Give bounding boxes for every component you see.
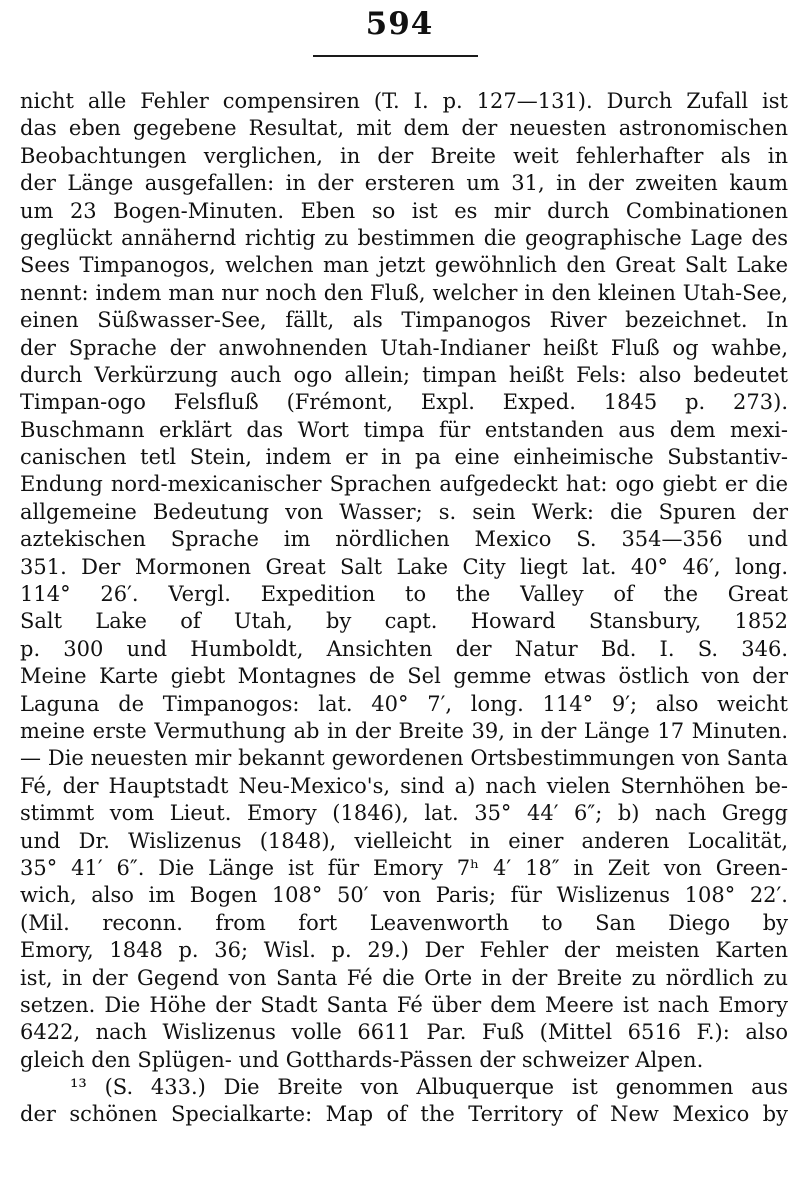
text-line: stimmt vom Lieut. Emory (1846), lat. 35° 44′ 6″; b) nach Gregg — [20, 801, 788, 826]
text-line: Laguna de Timpanogos: lat. 40° 7′, long. 114° 9′; also weicht — [20, 691, 788, 716]
page-number: 594 — [365, 6, 434, 42]
text-line: gleich den Splügen- und Gotthards-Pässen der schweizer Alpen. — [20, 1047, 704, 1072]
text-line: meine erste Vermuthung ab in der Breite 39, in der Länge 17 Minuten. — [20, 718, 788, 743]
text-line: aztekischen Sprache im nördlichen Mexico S. 354—356 und — [20, 527, 788, 552]
text-line: ist, in der Gegend von Santa Fé die Orte in der Breite zu nördlich zu — [20, 965, 788, 990]
text-line: geglückt annähernd richtig zu bestimmen die geographische Lage des — [20, 225, 788, 250]
text-line: Sees Timpanogos, welchen man jetzt gewöhnlich den Great Salt Lake — [20, 253, 788, 278]
text-line: Salt Lake of Utah, by capt. Howard Stansbury, 1852 — [20, 609, 788, 634]
body-text — [20, 88, 788, 1129]
text-line: Buschmann erklärt das Wort timpa für entstanden aus dem mexi- — [20, 417, 788, 442]
text-line: und Dr. Wislizenus (1848), vielleicht in einer anderen Localität, — [20, 828, 788, 853]
text-line: Timpan-ogo Felsfluß (Frémont, Expl. Exped. 1845 p. 273). — [20, 390, 788, 415]
text-line: 6422, nach Wislizenus volle 6611 Par. Fuß (Mittel 6516 F.): also — [20, 1020, 788, 1045]
footnote-line: ¹³ (S. 433.) Die Breite von Albuquerque ist genommen aus — [70, 1075, 788, 1100]
text-line: durch Verkürzung auch ogo allein; timpan heißt Fels: also bedeutet — [20, 362, 788, 387]
header-rule — [313, 55, 478, 57]
text-line: 351. Der Mormonen Great Salt Lake City liegt lat. 40° 46′, long. — [20, 554, 788, 579]
text-line: allgemeine Bedeutung von Wasser; s. sein Werk: die Spuren der — [20, 499, 788, 524]
text-line: das eben gegebene Resultat, mit dem der neuesten astronomischen — [20, 116, 788, 141]
text-line: Emory, 1848 p. 36; Wisl. p. 29.) Der Fehler der meisten Karten — [20, 938, 788, 963]
text-line: (Mil. reconn. from fort Leavenworth to San Diego by — [20, 910, 788, 935]
text-line: canischen tetl Stein, indem er in pa eine einheimische Substantiv- — [20, 445, 788, 470]
text-line: nicht alle Fehler compensiren (T. I. p. 127—131). Durch Zufall ist — [20, 89, 788, 113]
text-line: Fé, der Hauptstadt Neu-Mexico's, sind a) nach vielen Sternhöhen be- — [20, 773, 788, 798]
text-line: 35° 41′ 6″. Die Länge ist für Emory 7ʰ 4′ 18″ in Zeit von Green- — [20, 855, 788, 880]
text-line: einen Süßwasser-See, fällt, als Timpanogos River bezeichnet. In — [20, 308, 788, 333]
text-line: wich, also im Bogen 108° 50′ von Paris; für Wislizenus 108° 22′. — [20, 883, 788, 908]
text-line: Endung nord-mexicanischer Sprachen aufgedeckt hat: ogo giebt er die — [20, 472, 788, 497]
text-line: nennt: indem man nur noch den Fluß, welcher in den kleinen Utah-See, — [20, 280, 788, 305]
text-line: um 23 Bogen-Minuten. Eben so ist es mir durch Combinationen — [20, 198, 788, 223]
text-line: 114° 26′. Vergl. Expedition to the Valley of the Great — [20, 582, 788, 607]
text-line: der Sprache der anwohnenden Utah-Indianer heißt Fluß og wahbe, — [20, 335, 788, 360]
text-line: setzen. Die Höhe der Stadt Santa Fé über dem Meere ist nach Emory — [20, 992, 788, 1017]
text-line: — Die neuesten mir bekannt gewordenen Ortsbestimmungen von Santa — [20, 746, 788, 771]
text-line: p. 300 und Humboldt, Ansichten der Natur Bd. I. S. 346. — [20, 636, 788, 661]
text-line: Meine Karte giebt Montagnes de Sel gemme etwas östlich von der — [20, 664, 788, 689]
text-line: der schönen Specialkarte: Map of the Territory of New Mexico by — [20, 1102, 788, 1127]
text-line: Beobachtungen verglichen, in der Breite weit fehlerhafter als in — [20, 143, 788, 168]
text-line: der Länge ausgefallen: in der ersteren um 31, in der zweiten kaum — [20, 171, 788, 196]
